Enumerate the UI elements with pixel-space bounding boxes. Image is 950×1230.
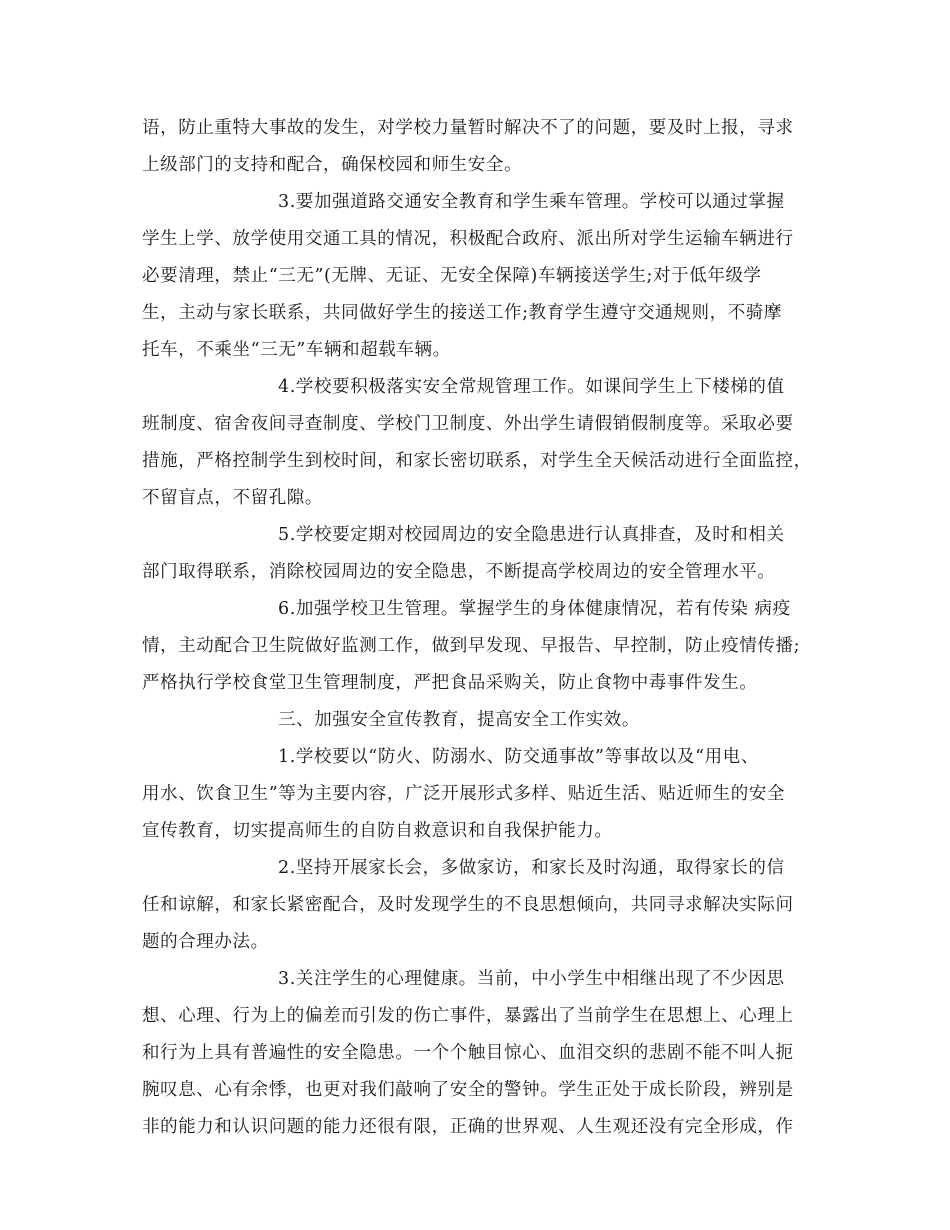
text-line: 腕叹息、心有余悸，也更对我们敲响了安全的警钟。学生正处于成长阶段，辨别是 bbox=[142, 1080, 794, 1100]
paragraph-start-line: 3.要加强道路交通安全教育和学生乘车管理。学校可以通过掌握 bbox=[278, 192, 785, 212]
text-line: 班制度、宿舍夜间寻查制度、学校门卫制度、外出学生请假销假制度等。采取必要 bbox=[142, 414, 794, 434]
text-line: 部门取得联系，消除校园周边的安全隐患，不断提高学校周边的安全管理水平。 bbox=[142, 562, 776, 582]
text-line: 托车，不乘坐“三无”车辆和超载车辆。 bbox=[142, 340, 451, 360]
text-line: 学生上学、放学使用交通工具的情况，积极配合政府、派出所对学生运输车辆进行 bbox=[142, 229, 794, 249]
text-line: 想、心理、行为上的偏差而引发的伤亡事件，暴露出了当前学生在思想上、心理上 bbox=[142, 1006, 794, 1026]
text-line: 严格执行学校食堂卫生管理制度，严把食品采购关，防止食物中毒事件发生。 bbox=[142, 673, 758, 693]
document-body bbox=[142, 110, 814, 1146]
text-line: 情，主动配合卫生院做好监测工作，做到早发现、早报告、早控制，防止疫情传播; bbox=[142, 636, 801, 656]
text-line: 和行为上具有普遍性的安全隐患。一个个触目惊心、血泪交织的悲剧不能不叫人扼 bbox=[142, 1043, 794, 1063]
text-line: 不留盲点，不留孔隙。 bbox=[142, 488, 323, 508]
paragraph-start-line: 2.坚持开展家长会，多做家访，和家长及时沟通，取得家长的信 bbox=[278, 858, 785, 878]
section-heading: 三、加强安全宣传教育，提高安全工作实效。 bbox=[278, 710, 640, 730]
text-line: 语，防止重特大事故的发生，对学校力量暂时解决不了的问题，要及时上报，寻求 bbox=[142, 118, 794, 138]
text-line: 必要清理，禁止“三无”(无牌、无证、无安全保障)车辆接送学生;对于低年级学 bbox=[142, 266, 762, 286]
paragraph-start-line: 1.学校要以“防火、防溺水、防交通事故”等事故以及“用电、 bbox=[278, 747, 759, 767]
text-line: 措施，严格控制学生到校时间，和家长密切联系，对学生全天候活动进行全面监控， bbox=[142, 451, 812, 471]
paragraph-start-line: 4.学校要积极落实安全常规管理工作。如课间学生上下楼梯的值 bbox=[278, 377, 785, 397]
text-line: 非的能力和认识问题的能力还很有限，正确的世界观、人生观还没有完全形成，作 bbox=[142, 1117, 794, 1137]
text-line: 题的合理办法。 bbox=[142, 932, 269, 952]
paragraph-start-line: 6.加强学校卫生管理。掌握学生的身体健康情况，若有传染 病疫 bbox=[278, 599, 791, 619]
text-line: 上级部门的支持和配合，确保校园和师生安全。 bbox=[142, 155, 523, 175]
text-line: 宣传教育，切实提高师生的自防自救意识和自我保护能力。 bbox=[142, 821, 613, 841]
paragraph-start-line: 5.学校要定期对校园周边的安全隐患进行认真排查，及时和相关 bbox=[278, 525, 785, 545]
text-line: 生，主动与家长联系，共同做好学生的接送工作;教育学生遵守交通规则，不骑摩 bbox=[142, 303, 782, 323]
text-line: 用水、饮食卫生”等为主要内容，广泛开展形式多样、贴近生活、贴近师生的安全 bbox=[142, 784, 786, 804]
paragraph-start-line: 3.关注学生的心理健康。当前，中小学生中相继出现了不少因思 bbox=[278, 969, 785, 989]
text-line: 任和谅解，和家长紧密配合，及时发现学生的不良思想倾向，共同寻求解决实际问 bbox=[142, 895, 794, 915]
